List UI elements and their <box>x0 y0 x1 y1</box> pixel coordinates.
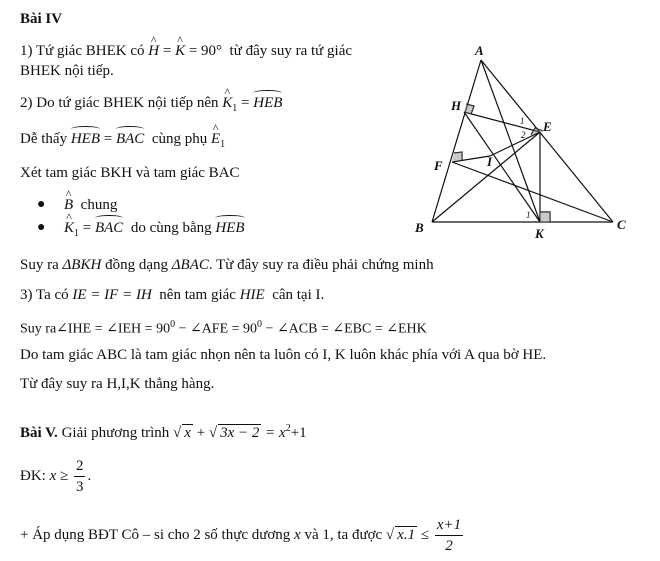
bai4-bullet1: ^ B chung <box>64 196 117 214</box>
bai4-line4: Xét tam giác BKH và tam giác BAC <box>20 165 240 181</box>
bai5-cauchy: + Áp dụng BĐT Cô – si cho 2 số thực dương x và 1, ta được √ x.1 ≤ $\frac{x+1}{2}$ <box>20 517 462 555</box>
bai4-line2: 2) Do tứ giác BHEK nội tiếp nên ^ $K_1$ = HEB <box>20 94 282 118</box>
bai4-line6: 3) Ta có IE = IF = IH nên tam giác HIE cân tại I. <box>20 287 325 303</box>
angle-mark-k1: 1 <box>526 210 531 220</box>
bai4-bullet2: ^ $K_1$ = BAC do cùng bằng HEB <box>64 219 245 243</box>
bai4-line1: 1) Tứ giác BHEK có ^ H = ^ K = 90° từ đây suy ra tứ giác <box>20 42 352 60</box>
label-f: F <box>434 158 443 173</box>
label-a: A <box>475 43 484 58</box>
shade-k <box>540 212 550 222</box>
label-c: C <box>617 217 626 232</box>
bai4-title: Bài IV <box>20 11 63 27</box>
label-b: B <box>415 220 424 235</box>
bai5-line1: Bài V. Giải phương trình √ x + √ $3x - 2 = x^2+1$ <box>20 423 307 441</box>
bai4-line9: Từ đây suy ra H,I,K thẳng hàng. <box>20 376 215 392</box>
altitude-ak <box>481 60 540 222</box>
bai4-line5: Suy ra ΔBKH đồng dạng ΔBAC. Từ đây suy ra điều phải chứng minh <box>20 257 434 273</box>
bai4-line1b: BHEK nội tiếp. <box>20 63 114 79</box>
bai4-line3: Dễ thấy HEB = BAC cùng phụ ^ $E_1$ <box>20 130 225 154</box>
angle-mark-1: 1 <box>520 116 525 126</box>
bullet-icon: ● <box>37 220 46 235</box>
side-ab <box>432 60 481 222</box>
bai4-line7: Suy ra∠IHE = ∠IEH = $90^0$ − ∠AFE = $90^0$ − ∠ACB = ∠EBC = ∠EHK <box>20 319 427 337</box>
angle-mark-2: 2 <box>521 130 526 140</box>
bai5-condition: ĐK: x ≥ $\frac{2}{3}$ . <box>20 458 92 496</box>
label-e: E <box>543 119 552 134</box>
label-i: I <box>487 154 493 169</box>
label-k: K <box>535 226 544 241</box>
bai4-line8: Do tam giác ABC là tam giác nhọn nên ta luôn có I, K luôn khác phía với A qua bờ HE. <box>20 347 547 363</box>
label-h: H <box>451 98 462 113</box>
bullet-icon: ● <box>37 197 46 212</box>
